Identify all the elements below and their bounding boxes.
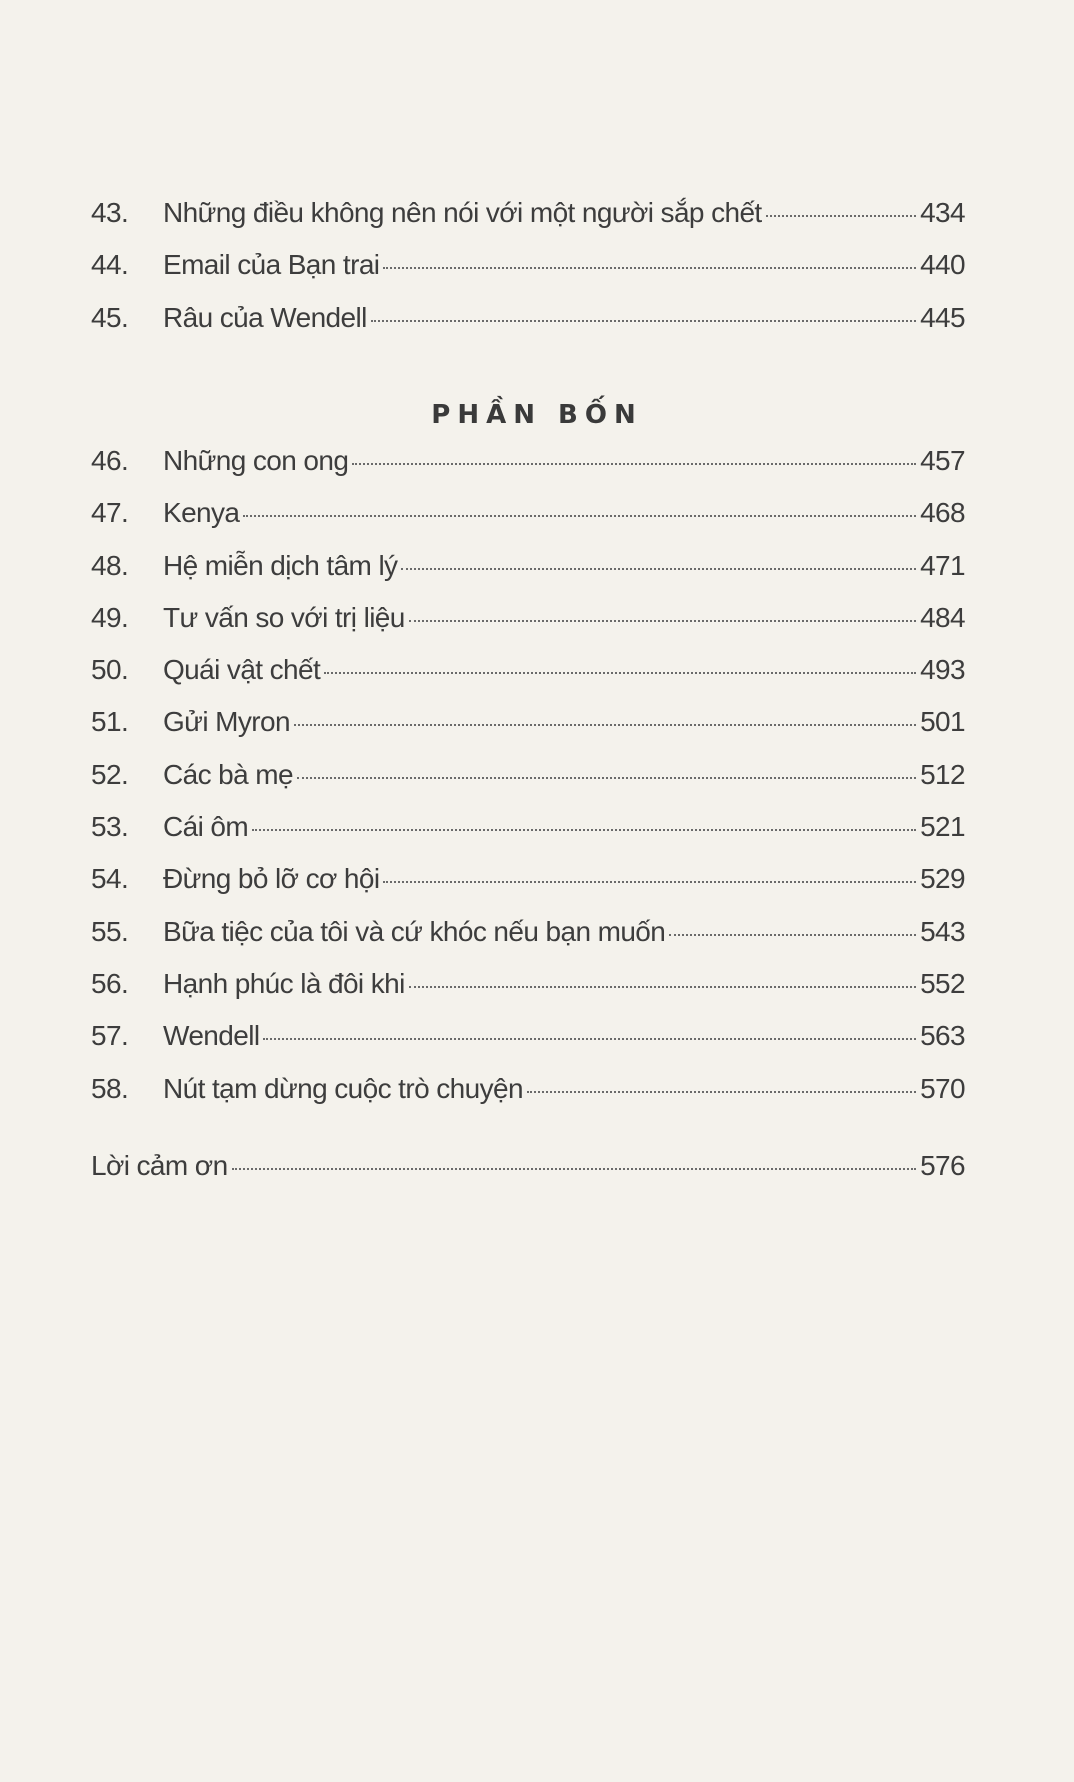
toc-entry-title: Wendell [163,1020,260,1052]
toc-entry-title: Những điều không nên nói với một người sắp chết [163,197,762,228]
toc-entry [91,249,965,301]
toc-list-acknowledgements [91,1150,965,1202]
toc-entry-number: 51. [91,706,129,738]
toc-entry [91,759,965,811]
toc-entry-page: 501 [920,706,965,738]
toc-entry-number: 53. [91,811,129,843]
dot-leader [232,1168,917,1170]
dot-leader [294,724,916,726]
toc-entry-number: 49. [91,601,129,633]
toc-entry-title: Các bà mẹ [163,758,293,790]
dot-leader [409,986,916,988]
toc-entry-title: Râu của Wendell [163,301,367,333]
toc-entry [91,197,965,249]
toc-entry-page: 468 [920,497,965,529]
dot-leader [383,267,916,269]
toc-entry-title: Tư vấn so với trị liệu [163,601,405,633]
toc-entry [91,654,965,706]
toc-entry-title: Lời cảm ơn [91,1150,228,1181]
section-heading: PHẦN BỐN [431,400,643,430]
toc-entry-number: 54. [91,863,129,895]
toc-entry-title: Đừng bỏ lỡ cơ hội [163,863,380,895]
toc-entry-number: 56. [91,967,129,999]
toc-entry-title: Bữa tiệc của tôi và cứ khóc nếu bạn muốn [163,915,666,947]
toc-entry-title: Nút tạm dừng cuộc trò chuyện [163,1072,523,1104]
toc-entry-title: Những con ong [163,445,349,476]
toc-entry-number: 43. [91,197,129,228]
toc-entry-title: Kenya [163,497,240,529]
toc-entry-acknowledgements [91,1150,965,1202]
toc-entry-page: 529 [920,863,965,895]
toc-entry-number: 47. [91,497,129,529]
toc-entry-title: Hạnh phúc là đôi khi [163,967,405,999]
toc-entry-number: 55. [91,915,129,947]
toc-entry-number: 44. [91,249,129,281]
toc-entry-page: 440 [920,249,965,281]
toc-entry-title: Email của Bạn trai [163,249,380,281]
dot-leader [383,881,916,883]
toc-entry-number: 52. [91,758,129,790]
dot-leader [352,463,916,465]
dot-leader [263,1038,916,1040]
toc-entry [91,445,965,497]
toc-entry-title: Hệ miễn dịch tâm lý [163,549,398,581]
toc-entry [91,497,965,549]
toc-entry-page: 570 [920,1072,965,1104]
toc-entry [91,863,965,915]
dot-leader [409,620,916,622]
dot-leader [297,777,916,779]
toc-entry-page: 493 [920,654,965,686]
toc-entry-page: 471 [920,549,965,581]
toc-entry [91,1073,965,1125]
toc-entry-page: 512 [920,758,965,790]
toc-entry-page: 563 [920,1020,965,1052]
dot-leader [766,215,916,217]
toc-entry [91,550,965,602]
toc-entry-number: 57. [91,1020,129,1052]
toc-entry-title: Quái vật chết [163,654,321,686]
dot-leader [527,1091,916,1093]
toc-list-part-four [91,445,965,1125]
dot-leader [401,568,916,570]
dot-leader [371,320,916,322]
toc-entry-page: 552 [920,967,965,999]
toc-entry [91,602,965,654]
toc-entry-title: Cái ôm [163,811,249,843]
toc-entry-page: 521 [920,811,965,843]
toc-entry [91,968,965,1020]
toc-entry-number: 58. [91,1072,129,1104]
toc-entry-page: 543 [920,915,965,947]
toc-entry-number: 46. [91,445,129,476]
toc-entry-page: 484 [920,601,965,633]
toc-entry-page: 434 [920,197,965,228]
dot-leader [669,934,916,936]
toc-entry-number: 50. [91,654,129,686]
toc-entry-page: 445 [920,301,965,333]
toc-entry [91,811,965,863]
toc-entry [91,706,965,758]
toc-entry-page: 457 [920,445,965,476]
toc-entry-page: 576 [920,1150,965,1181]
toc-entry-number: 48. [91,549,129,581]
toc-entry-title: Gửi Myron [163,706,290,738]
dot-leader [324,672,916,674]
dot-leader [243,515,916,517]
toc-list-top [91,197,965,354]
dot-leader [252,829,916,831]
toc-entry [91,916,965,968]
toc-entry [91,302,965,354]
toc-entry [91,1020,965,1072]
toc-entry-number: 45. [91,301,129,333]
